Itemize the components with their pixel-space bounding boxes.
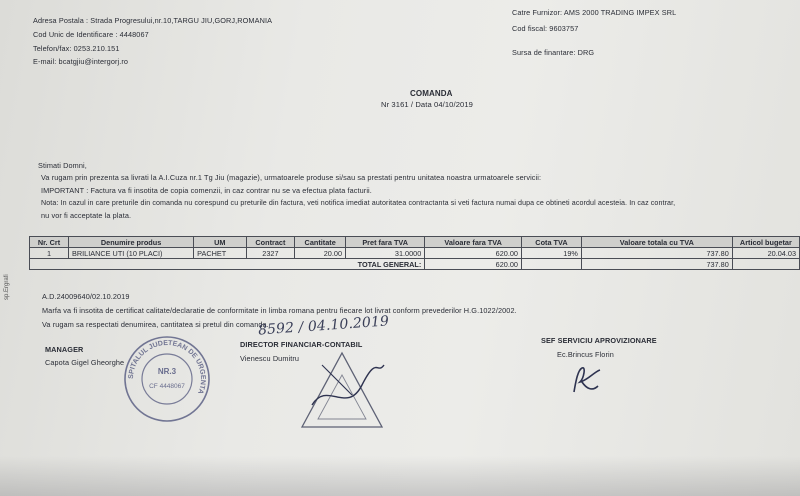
cell-quantity: 20.00: [295, 248, 346, 259]
email-line: E-mail: bcatgjiu@intergorj.ro: [33, 57, 129, 66]
supplier-line: Catre Furnizor: AMS 2000 TRADING IMPEX SRL: [512, 8, 677, 17]
stamp-cf-text: CF 4448067: [149, 383, 185, 390]
address-line: Adresa Postala : Strada Progresului,nr.10,TARGU JIU,GORJ,ROMANIA: [33, 16, 273, 25]
cell-budget-article: 20.04.03: [732, 248, 799, 259]
fiscal-code-line: Cod fiscal: 9603757: [512, 24, 579, 33]
manager-title: MANAGER: [45, 345, 84, 354]
header-total-with-vat: Valoare totala cu TVA: [581, 237, 732, 248]
salutation: Stimati Domni,: [38, 161, 87, 170]
handwritten-registration: 8592 / 04.10.2019: [257, 313, 390, 339]
cui-line: Cod Unic de Identificare : 4448067: [33, 30, 149, 39]
supply-title: SEF SERVICIU APROVIZIONARE: [541, 336, 657, 345]
table-row: [30, 248, 800, 259]
round-stamp-icon: [122, 334, 212, 424]
margin-text: sp.Ergrafi: [4, 274, 10, 300]
stamp-inner-text: NR.3: [157, 367, 177, 376]
total-empty-cell-2: [732, 259, 799, 270]
director-name: Vienescu Dumitru: [240, 354, 300, 363]
phone-line: Telefon/fax: 0253.210.151: [33, 44, 120, 53]
cell-vat-rate: 19%: [522, 248, 582, 259]
header-nr-crt: Nr. Crt: [30, 237, 69, 248]
cell-um: PACHET: [194, 248, 246, 259]
table-total-row: [30, 259, 800, 270]
header-value-no-vat: Valoare fara TVA: [425, 237, 522, 248]
header-quantity: Cantitate: [295, 237, 346, 248]
cell-nr: 1: [30, 248, 69, 259]
cell-value: 620.00: [425, 248, 522, 259]
important-note: IMPORTANT : Factura va fi insotita de copia comenzii, in caz contrar nu se va efectua plata facturii.: [41, 186, 372, 195]
cell-total: 737.80: [581, 248, 732, 259]
stamp-ring-text: SPITALUL JUDETEAN DE URGENTA: [127, 339, 207, 395]
order-table: [29, 236, 800, 270]
bottom-shadow: [0, 456, 800, 496]
ad-reference: A.D.24009640/02.10.2019: [42, 292, 130, 301]
table-header-row: [30, 237, 800, 248]
total-without-vat: 620.00: [425, 259, 522, 270]
price-note-line1: Nota: In cazul in care preturile din comanda nu corespund cu preturile din factura, veti notifica imediat autoritatea contractanta si veti factura numai dupa ce obtineti acordul acesteia. In caz contrar,: [41, 199, 676, 207]
header-contract: Contract: [246, 237, 295, 248]
document-title: COMANDA: [410, 89, 453, 98]
director-title: DIRECTOR FINANCIAR-CONTABIL: [240, 340, 363, 349]
respect-note: Va rugam sa respectati denumirea, cantitatea si pretul din comanda.: [42, 320, 269, 329]
cell-product: BRILIANCE UTI (10 PLACI): [69, 248, 194, 259]
header-budget-article: Articol bugetar: [732, 237, 799, 248]
funding-line: Sursa de finantare: DRG: [512, 48, 595, 57]
certificate-note: Marfa va fi insotita de certificat calitate/declaratie de conformitate in limba romana pentru fiecare lot livrat conform prevederilor H.G.1022/2002.: [42, 306, 517, 315]
delivery-request: Va rugam prin prezenta sa livrati la A.I.Cuza nr.1 Tg Jiu (magazie), urmatoarele produse si/sau sa prestati pentru unitatea noastra urmatoarele servicii:: [41, 173, 542, 182]
price-note-line2: nu vor fi acceptate la plata.: [41, 211, 132, 220]
header-vat-rate: Cota TVA: [522, 237, 582, 248]
total-with-vat: 737.80: [581, 259, 732, 270]
header-product-name: Denumire produs: [69, 237, 194, 248]
supply-name: Ec.Brincus Florin: [557, 350, 614, 359]
header-um: UM: [194, 237, 246, 248]
total-empty-cell: [522, 259, 582, 270]
supply-signature-icon: [568, 362, 608, 398]
director-signature-icon: [292, 345, 392, 435]
manager-name: Capota Gigel Gheorghe: [45, 358, 125, 367]
cell-contract: 2327: [246, 248, 295, 259]
cell-price: 31.0000: [346, 248, 425, 259]
header-price-no-vat: Pret fara TVA: [346, 237, 425, 248]
order-number-date: Nr 3161 / Data 04/10/2019: [381, 100, 474, 109]
total-general-label: TOTAL GENERAL:: [30, 259, 425, 270]
